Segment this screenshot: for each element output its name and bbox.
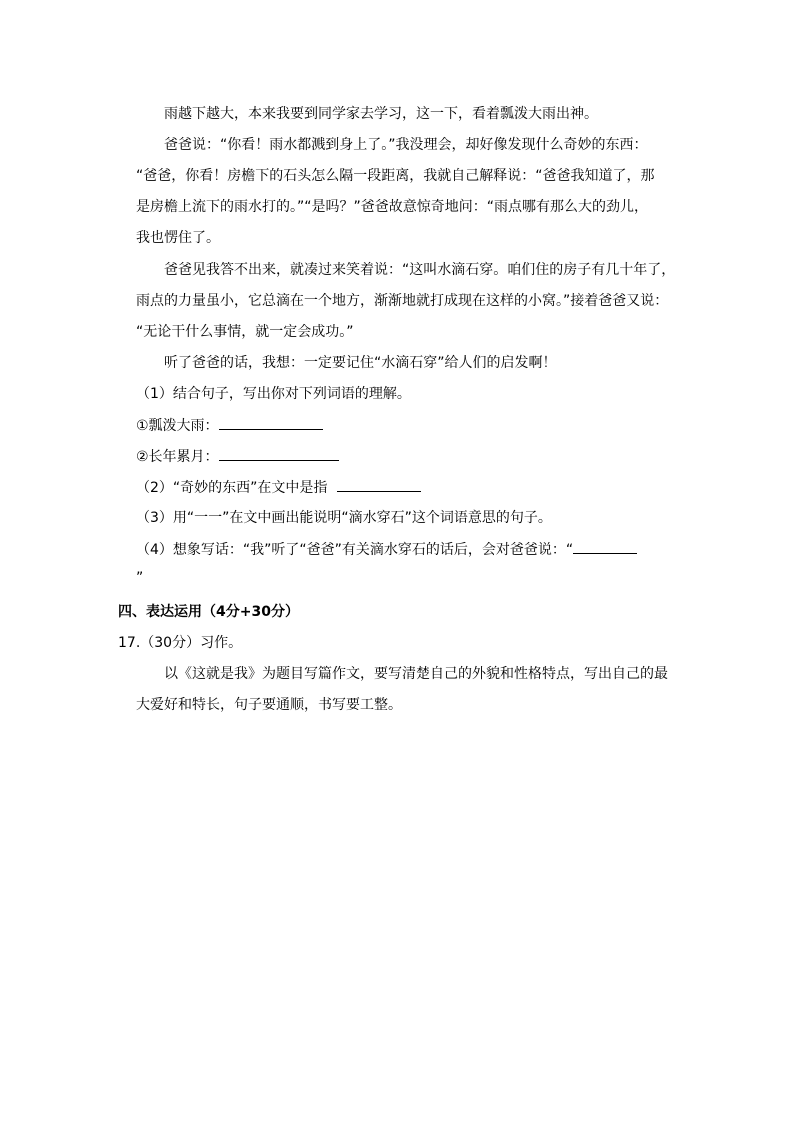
question-1b <box>136 446 339 466</box>
answer-blank-2[interactable] <box>337 477 421 492</box>
question-1b-label: ②长年累月： <box>136 449 219 465</box>
question-4-closing-quote: ” <box>136 570 144 586</box>
passage-paragraph-2-line-2: “爸爸，你看！房檐下的石头怎么隔一段距离，我就自己解释说：“爸爸我知道了，那 <box>136 168 655 184</box>
question-3: （3）用“一一”在文中画出能说明“滴水穿石”这个词语意思的句子。 <box>136 510 552 526</box>
essay-prompt-line-2: 大爱好和特长，句子要通顺，书写要工整。 <box>136 697 402 713</box>
question-4-label: （4）想象写话：“我”听了“爸爸”有关滴水穿石的话后，会对爸爸说：“ <box>136 542 574 558</box>
essay-prompt-line-1: 以《这就是我》为题目写篇作文，要写清楚自己的外貌和性格特点，写出自己的最 <box>164 666 668 682</box>
passage-paragraph-3-line-3: “无论干什么事情，就一定会成功。” <box>136 324 354 340</box>
question-2 <box>136 477 421 497</box>
passage-paragraph-4: 听了爸爸的话，我想：一定要记住“水滴石穿”给人们的启发啊！ <box>164 355 557 371</box>
section-title: 四、表达运用（4分+30分） <box>118 604 299 620</box>
question-1a <box>136 415 323 435</box>
question-1: （1）结合句子，写出你对下列词语的理解。 <box>136 386 411 402</box>
passage-paragraph-2-line-1: 爸爸说：“你看！雨水都溅到身上了。”我没理会，却好像发现什么奇妙的东西： <box>164 137 648 153</box>
question-2-label: （2）“奇妙的东西”在文中是指 <box>136 480 328 496</box>
passage-paragraph-2-line-4: 我也愣住了。 <box>136 230 220 246</box>
passage-paragraph-3-line-1: 爸爸见我答不出来，就凑过来笑着说：“这叫水滴石穿。咱们住的房子有几十年了， <box>164 262 676 278</box>
answer-blank-1b[interactable] <box>219 446 339 461</box>
passage-paragraph-1: 雨越下越大，本来我要到同学家去学习，这一下，看着瓢泼大雨出神。 <box>164 106 598 122</box>
question-4 <box>136 539 637 559</box>
question-1a-label: ①瓢泼大雨： <box>136 418 219 434</box>
question-17: 17.（30分）习作。 <box>118 635 243 651</box>
passage-paragraph-3-line-2: 雨点的力量虽小，它总滴在一个地方，渐渐地就打成现在这样的小窝。”接着爸爸又说： <box>136 293 669 309</box>
answer-blank-4[interactable] <box>573 539 637 554</box>
passage-paragraph-2-line-3: 是房檐上流下的雨水打的。”“是吗？”爸爸故意惊奇地问：“雨点哪有那么大的劲儿， <box>136 199 649 215</box>
answer-blank-1a[interactable] <box>219 415 323 430</box>
